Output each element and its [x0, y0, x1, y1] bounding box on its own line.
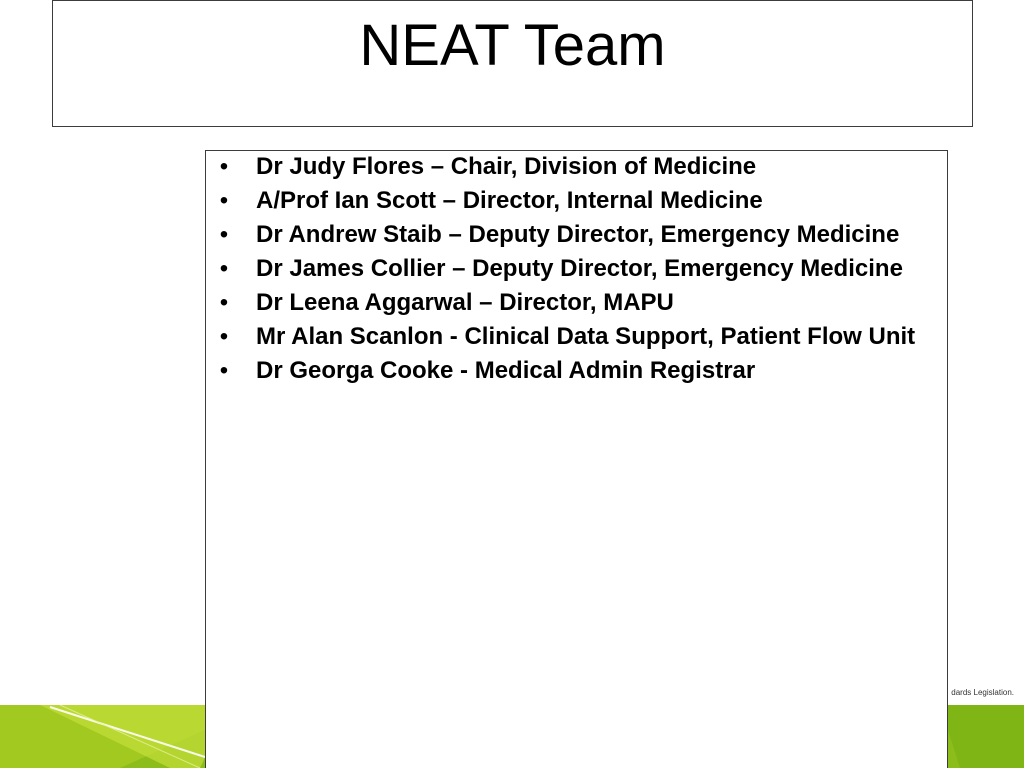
list-item-text: Dr James Collier – Deputy Director, Emergency Medicine: [256, 255, 903, 282]
list-item-text: Dr Georga Cooke - Medical Admin Registrar: [256, 357, 756, 384]
list-item: [214, 188, 917, 214]
title-placeholder: [52, 0, 973, 127]
content-placeholder: [205, 150, 948, 768]
list-item: [214, 290, 917, 316]
bullet-icon: •: [219, 153, 229, 180]
bullet-icon: •: [219, 221, 229, 248]
list-item: [214, 222, 917, 248]
list-item: [214, 256, 917, 282]
footer-note: dards Legislation.: [951, 688, 1014, 697]
bullet-icon: •: [219, 255, 229, 282]
list-item-text: Dr Judy Flores – Chair, Division of Medicine: [256, 153, 757, 180]
bullet-icon: •: [219, 323, 229, 350]
list-item-text: Dr Andrew Staib – Deputy Director, Emergency Medicine: [256, 221, 900, 248]
bullet-icon: •: [219, 187, 229, 214]
bullet-icon: •: [219, 289, 229, 316]
list-item: [214, 154, 917, 180]
list-item-text: Dr Leena Aggarwal – Director, MAPU: [256, 289, 674, 316]
team-member-list: [214, 154, 917, 392]
list-item-text: Mr Alan Scanlon - Clinical Data Support, Patient Flow Unit: [256, 323, 916, 350]
list-item: [214, 358, 917, 384]
bullet-icon: •: [219, 357, 229, 384]
slide-title: NEAT Team: [359, 13, 666, 78]
list-item-text: A/Prof Ian Scott – Director, Internal Medicine: [256, 187, 763, 214]
list-item: [214, 324, 917, 350]
